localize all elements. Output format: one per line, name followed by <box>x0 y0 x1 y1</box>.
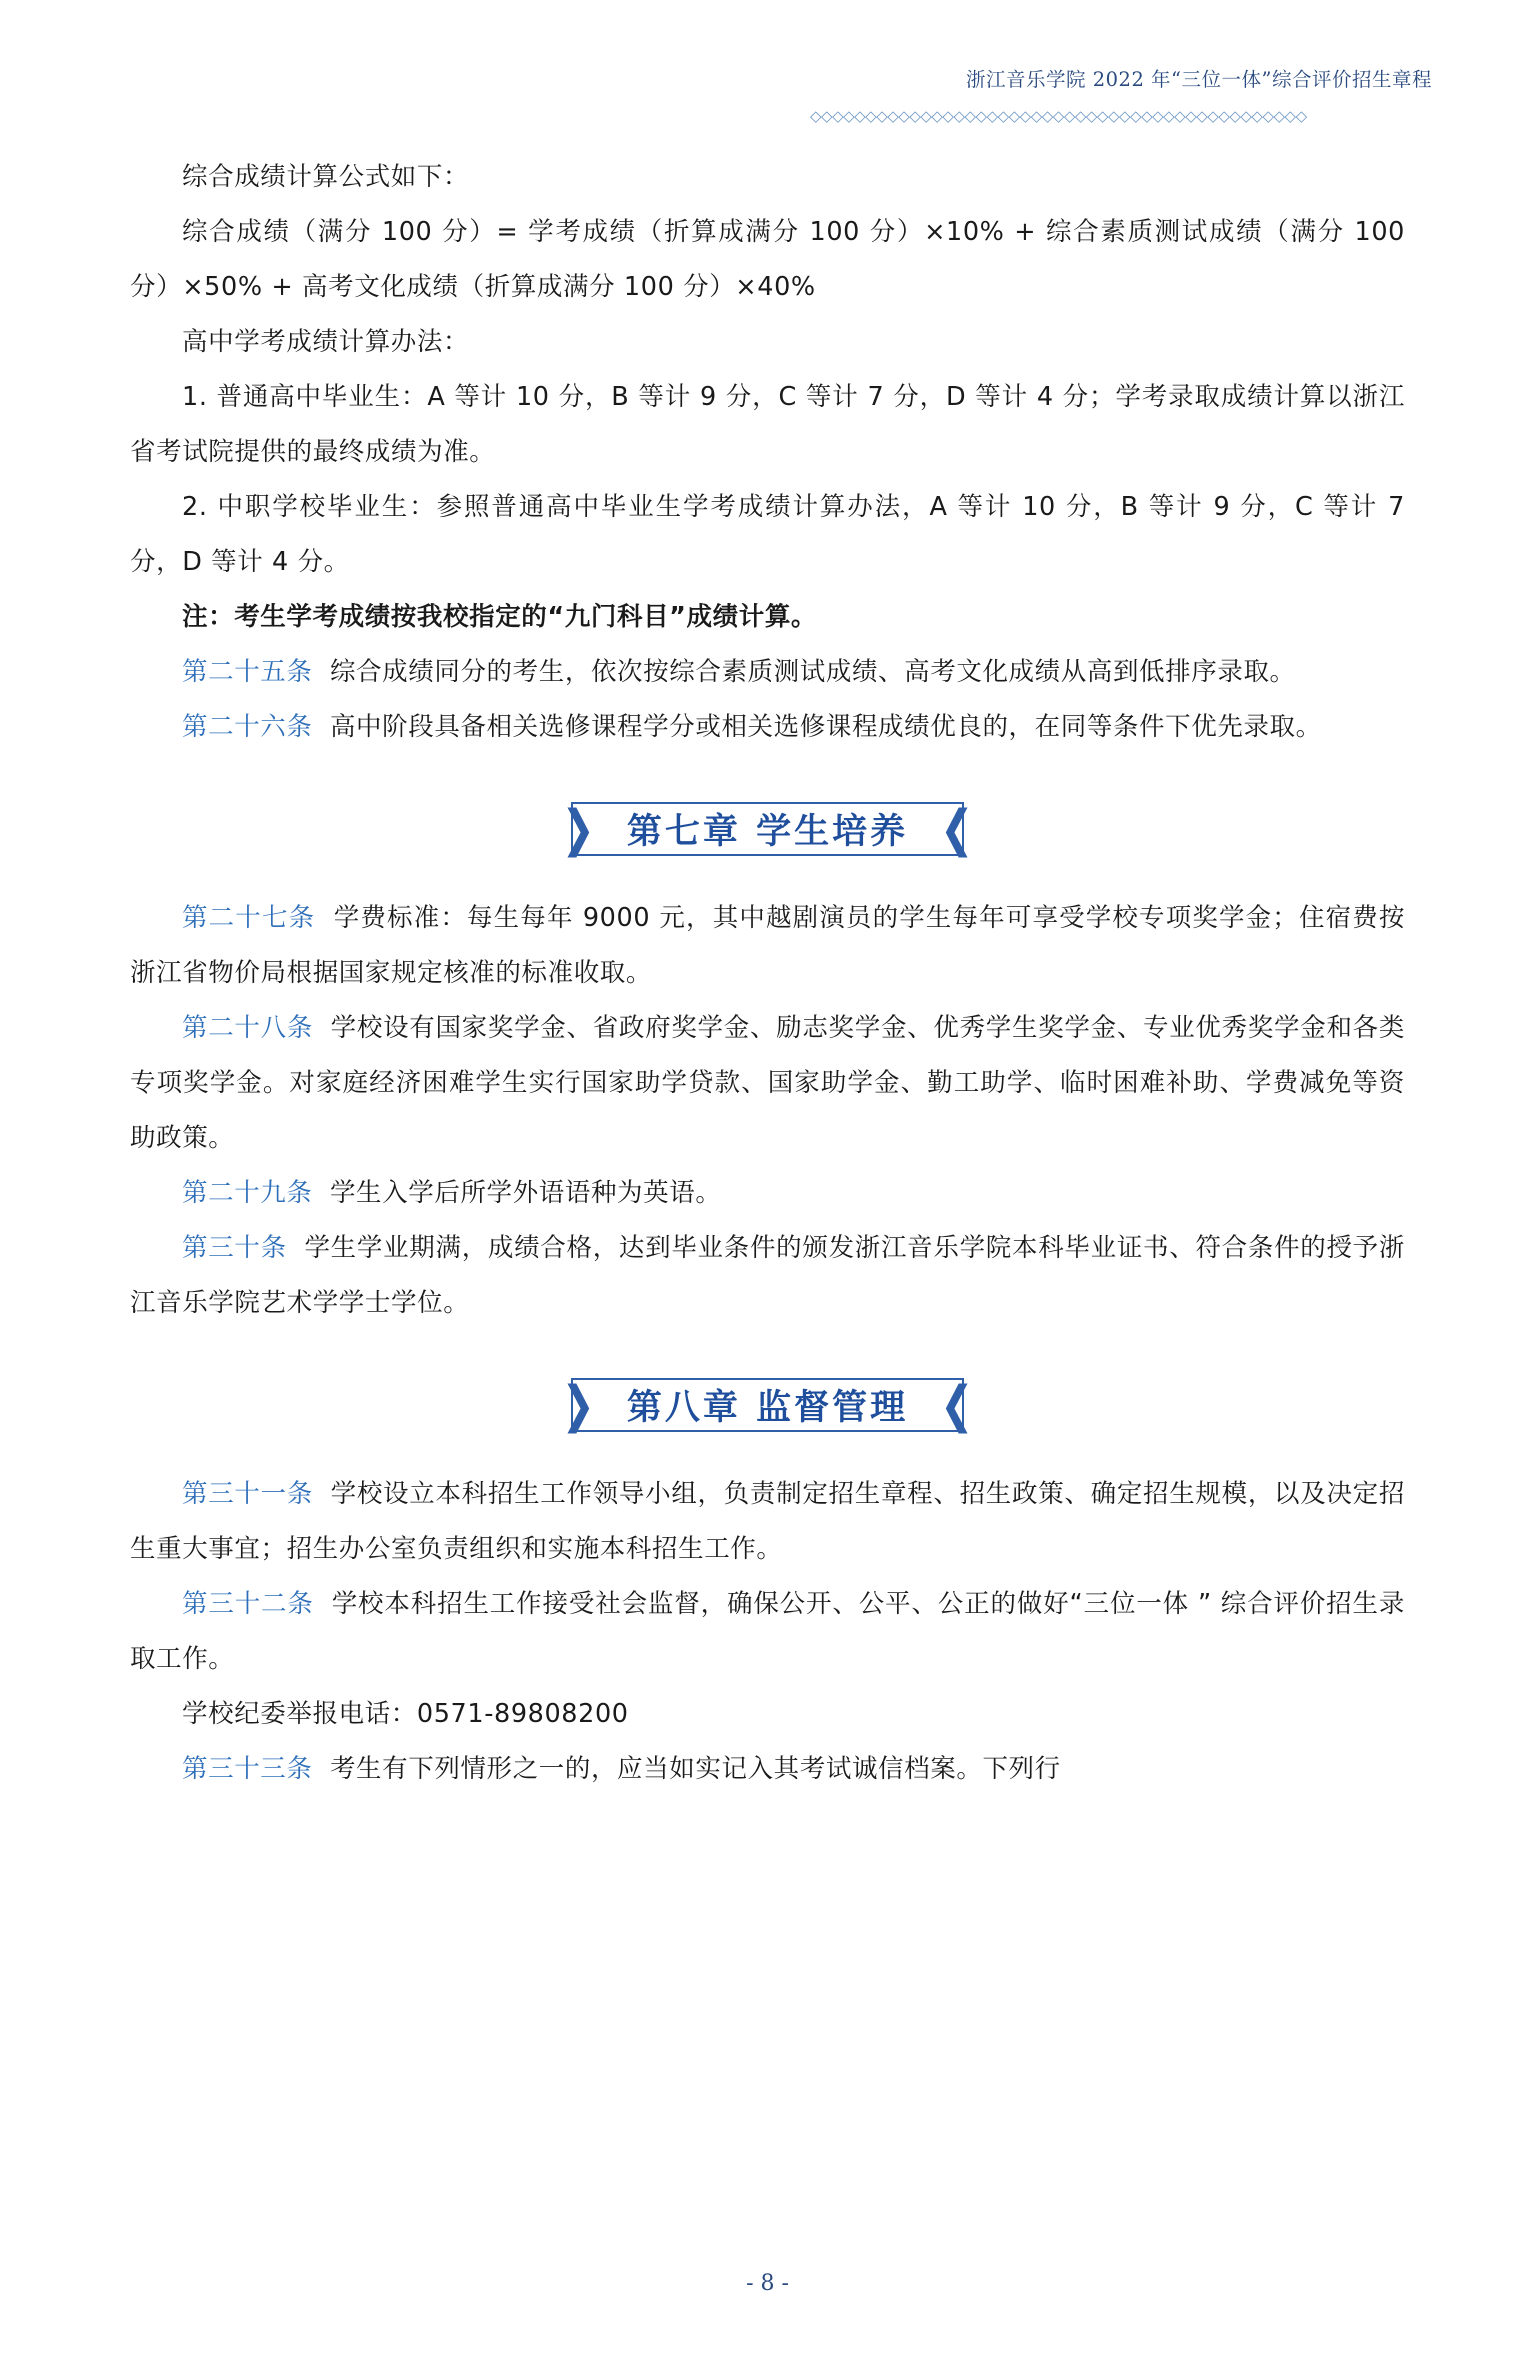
article-text: 学校设有国家奖学金、省政府奖学金、励志奖学金、优秀学生奖学金、专业优秀奖学金和各类专项奖学金。对家庭经济困难学生实行国家助学贷款、国家助学金、勤工助学、临时困难补助、学费减免等资助政策。 <box>130 1013 1405 1153</box>
left-brace-ornament-icon: ❯ <box>561 1376 595 1434</box>
page-footer <box>0 2271 1535 2296</box>
header-title: 浙江音乐学院 2022 年“三位一体”综合评价招生章程 <box>966 68 1432 91</box>
article-number: 第三十二条 <box>182 1589 314 1619</box>
header-decorative-rule: ◇◇◇◇◇◇◇◇◇◇◇◇◇◇◇◇◇◇◇◇◇◇◇◇◇◇◇◇◇◇◇◇◇◇◇◇◇◇◇◇◇◇◇◇◇ <box>810 108 1307 124</box>
article-text: 学生入学后所学外语语种为英语。 <box>329 1178 722 1208</box>
chapter-frame-border <box>571 802 963 856</box>
chapter-heading-frame <box>533 796 1001 862</box>
right-brace-ornament-icon: ❮ <box>940 1376 974 1434</box>
article-number: 第二十九条 <box>182 1178 313 1208</box>
article-paragraph <box>130 1221 1405 1331</box>
article-text: 学校设立本科招生工作领导小组，负责制定招生章程、招生政策、确定招生规模，以及决定招生重大事宜；招生办公室负责组织和实施本科招生工作。 <box>130 1479 1405 1564</box>
article-text: 学费标准：每生每年 9000 元，其中越剧演员的学生每年可享受学校专项奖学金；住宿费按浙江省物价局根据国家规定核准的标准收取。 <box>130 903 1405 988</box>
article-text: 考生有下列情形之一的，应当如实记入其考试诚信档案。下列行 <box>329 1754 1061 1784</box>
article-paragraph <box>130 1001 1405 1166</box>
article-paragraph <box>130 700 1405 755</box>
chapter-title: 第七章 学生培养 <box>626 811 909 852</box>
page-header <box>0 64 1535 92</box>
article-paragraph <box>130 1166 1405 1221</box>
chapter-heading-7 <box>130 781 1405 877</box>
article-text: 高中阶段具备相关选修课程学分或相关选修课程成绩优良的，在同等条件下优先录取。 <box>329 712 1322 742</box>
chapter-frame-border <box>571 1378 963 1432</box>
note-paragraph <box>130 590 1405 645</box>
note-text: 考生学考成绩按我校指定的“九门科目”成绩计算。 <box>234 602 818 632</box>
article-paragraph <box>130 1577 1405 1687</box>
paragraph: 综合成绩（满分 100 分）= 学考成绩（折算成满分 100 分）×10% + 综合素质测试成绩（满分 100 分）×50% + 高考文化成绩（折算成满分 100 分）×40% <box>130 217 1405 302</box>
document-body <box>130 150 1405 1797</box>
paragraph: 2. 中职学校毕业生：参照普通高中毕业生学考成绩计算办法，A 等计 10 分，B 等计 9 分，C 等计 7 分，D 等计 4 分。 <box>130 492 1405 577</box>
chapter-heading-frame <box>533 1372 1001 1438</box>
article-number: 第二十六条 <box>182 712 313 742</box>
paragraph: 综合成绩计算公式如下： <box>182 162 470 192</box>
chapter-title: 第八章 监督管理 <box>626 1387 909 1428</box>
article-number: 第二十五条 <box>182 657 313 687</box>
paragraph: 高中学考成绩计算办法： <box>182 327 470 357</box>
article-number: 第三十一条 <box>182 1479 314 1509</box>
article-number: 第二十八条 <box>182 1013 314 1043</box>
article-paragraph <box>130 1467 1405 1577</box>
article-text: 学校本科招生工作接受社会监督，确保公开、公平、公正的做好“三位一体 ” 综合评价招生录取工作。 <box>130 1589 1405 1674</box>
page-number: - 8 - <box>746 2271 789 2296</box>
article-text: 综合成绩同分的考生，依次按综合素质测试成绩、高考文化成绩从高到低排序录取。 <box>329 657 1296 687</box>
hotline-paragraph: 学校纪委举报电话：0571-89808200 <box>182 1699 629 1729</box>
right-brace-ornament-icon: ❮ <box>940 800 974 858</box>
chapter-heading-8 <box>130 1357 1405 1453</box>
article-paragraph <box>130 891 1405 1001</box>
article-number: 第三十条 <box>182 1233 287 1263</box>
note-label: 注： <box>182 602 235 632</box>
article-number: 第三十三条 <box>182 1754 313 1784</box>
article-text: 学生学业期满，成绩合格，达到毕业条件的颁发浙江音乐学院本科毕业证书、符合条件的授予浙江音乐学院艺术学学士学位。 <box>130 1233 1405 1318</box>
paragraph: 1. 普通高中毕业生：A 等计 10 分，B 等计 9 分，C 等计 7 分，D 等计 4 分；学考录取成绩计算以浙江省考试院提供的最终成绩为准。 <box>130 382 1405 467</box>
left-brace-ornament-icon: ❯ <box>561 800 595 858</box>
article-number: 第二十七条 <box>182 903 316 933</box>
article-paragraph <box>130 645 1405 700</box>
article-paragraph <box>130 1742 1405 1797</box>
